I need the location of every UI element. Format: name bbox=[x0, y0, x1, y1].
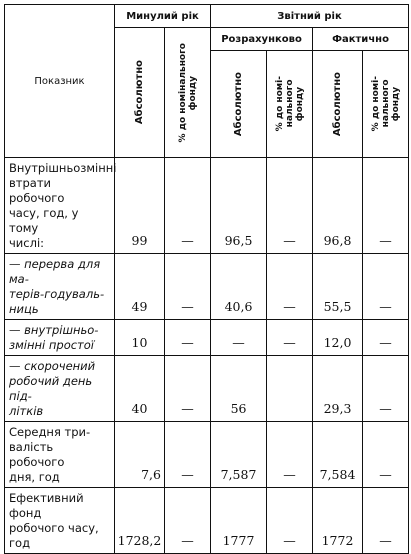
prev-year-header: Минулий рік bbox=[115, 5, 211, 28]
prev-absolute-value: 7,6 bbox=[115, 422, 165, 488]
report-year-header: Звітний рік bbox=[211, 5, 409, 28]
fact-pct-value: — bbox=[363, 356, 409, 422]
fact-pct-value: — bbox=[363, 254, 409, 320]
row-label: — перерва для ма- терів-годуваль- ниць bbox=[5, 254, 115, 320]
plan-absolute-value: 96,5 bbox=[211, 158, 267, 254]
plan-pct-value bbox=[267, 356, 313, 422]
fact-pct-value: — bbox=[363, 488, 409, 554]
fact-absolute-label: Абсолютно bbox=[332, 71, 344, 137]
prev-absolute-label: Абсолютно bbox=[134, 60, 145, 125]
prev-absolute-value: 10 bbox=[115, 320, 165, 356]
row-label: — внутрішньо- змінні простої bbox=[5, 320, 115, 356]
table-row bbox=[5, 254, 409, 320]
prev-pct-label: % до номінального фонду bbox=[177, 42, 198, 143]
prev-absolute-value: 40 bbox=[115, 356, 165, 422]
fact-pct-header bbox=[363, 51, 409, 158]
prev-absolute-header bbox=[115, 28, 165, 158]
prev-absolute-value: 1728,2 bbox=[115, 488, 165, 554]
prev-pct-value: — bbox=[165, 254, 211, 320]
plan-pct-value: — bbox=[267, 158, 313, 254]
table-row bbox=[5, 320, 409, 356]
prev-pct-value: — bbox=[165, 158, 211, 254]
fact-absolute-value: 55,5 bbox=[313, 254, 363, 320]
plan-absolute-label: Абсолютно bbox=[233, 71, 245, 137]
plan-absolute-value: — bbox=[211, 320, 267, 356]
table-row bbox=[5, 356, 409, 422]
fact-absolute-value: 1772 bbox=[313, 488, 363, 554]
plan-pct-label: % до номі- нального фонду bbox=[274, 76, 305, 132]
row-label: Внутрішньозмінні втрати робочого часу, год, у тому числі: bbox=[5, 158, 115, 254]
plan-absolute-value: 56 bbox=[211, 356, 267, 422]
plan-pct-value: — bbox=[267, 254, 313, 320]
fact-pct-label: % до номі- нального фонду bbox=[370, 76, 401, 132]
indicator-header: Показник bbox=[5, 5, 115, 158]
prev-absolute-value: 99 bbox=[115, 158, 165, 254]
prev-absolute-value: 49 bbox=[115, 254, 165, 320]
fact-absolute-value: 12,0 bbox=[313, 320, 363, 356]
plan-pct-value: — bbox=[267, 488, 313, 554]
table-row bbox=[5, 488, 409, 554]
fact-pct-value: — bbox=[363, 320, 409, 356]
row-label: Середня три- валість робочого дня, год bbox=[5, 422, 115, 488]
plan-pct-value: — bbox=[267, 422, 313, 488]
planned-header: Розрахунково bbox=[211, 28, 313, 51]
fact-pct-value: — bbox=[363, 422, 409, 488]
plan-pct-value: — bbox=[267, 320, 313, 356]
prev-pct-value: — bbox=[165, 488, 211, 554]
row-label: Ефективний фонд робочого часу, год bbox=[5, 488, 115, 554]
plan-absolute-value: 1777 bbox=[211, 488, 267, 554]
document-page bbox=[4, 4, 408, 550]
table-row bbox=[5, 422, 409, 488]
prev-pct-value: — bbox=[165, 356, 211, 422]
table-row bbox=[5, 158, 409, 254]
plan-pct-header bbox=[267, 51, 313, 158]
prev-pct-value: — bbox=[165, 422, 211, 488]
fact-absolute-value: 7,584 bbox=[313, 422, 363, 488]
fact-absolute-value: 96,8 bbox=[313, 158, 363, 254]
prev-pct-value: — bbox=[165, 320, 211, 356]
fact-pct-value: — bbox=[363, 158, 409, 254]
plan-absolute-header bbox=[211, 51, 267, 158]
plan-absolute-value: 7,587 bbox=[211, 422, 267, 488]
plan-absolute-value: 40,6 bbox=[211, 254, 267, 320]
working-time-table bbox=[4, 4, 409, 554]
fact-absolute-value: 29,3 bbox=[313, 356, 363, 422]
fact-absolute-header bbox=[313, 51, 363, 158]
row-label: — скорочений робочий день під- літків bbox=[5, 356, 115, 422]
actual-header: Фактично bbox=[313, 28, 409, 51]
prev-pct-header bbox=[165, 28, 211, 158]
